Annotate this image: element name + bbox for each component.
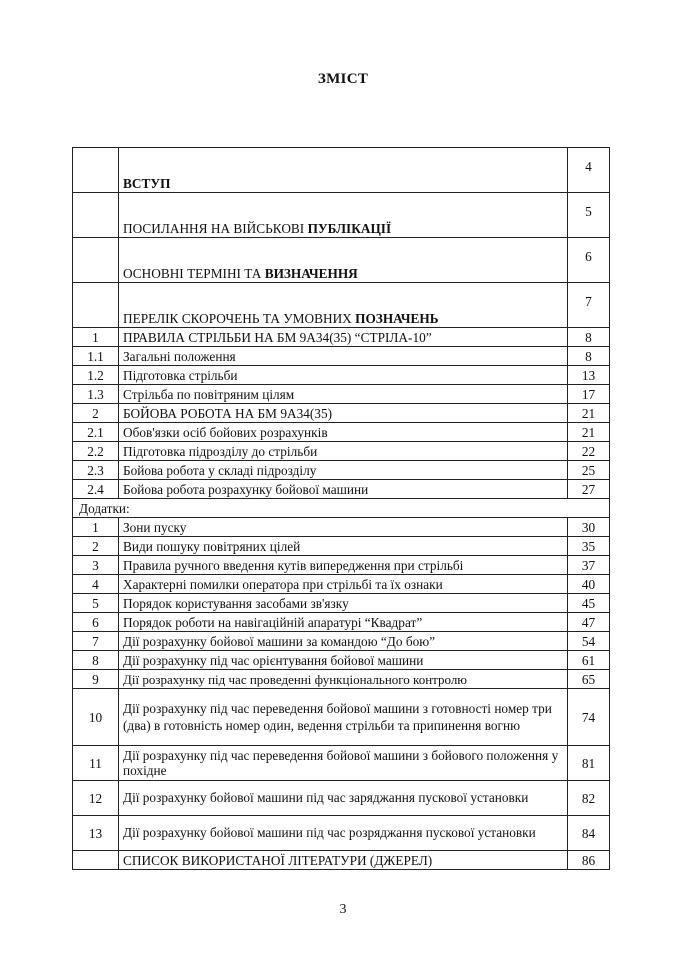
toc-entry-title [119,238,568,283]
toc-row-appendix [73,594,610,613]
toc-num-cell [73,283,119,328]
toc-num: 1.1 [73,347,119,366]
toc-page: 81 [568,746,610,781]
toc-page: 54 [568,632,610,651]
toc-row-section [73,461,610,480]
toc-entry-text: ОСНОВНІ ТЕРМІНІ ТА [123,266,265,281]
toc-page: 22 [568,442,610,461]
toc-page: 21 [568,404,610,423]
toc-row-intro [73,238,610,283]
toc-num-cell [73,851,119,870]
toc-num: 2.3 [73,461,119,480]
toc-num: 2.1 [73,423,119,442]
toc-entry-title: Зони пуску [119,518,568,537]
toc-num: 5 [73,594,119,613]
toc-entry-title: Бойова робота у складі підрозділу [119,461,568,480]
toc-entry-bold-text: ПОЗНАЧЕНЬ [355,311,439,326]
toc-num: 1 [73,328,119,347]
toc-row-appendix [73,670,610,689]
page-title: ЗМІСТ [317,71,369,87]
toc-page: 7 [568,283,610,328]
toc-row-appendix [73,613,610,632]
toc-entry-title: Обов'язки осіб бойових розрахунків [119,423,568,442]
toc-num: 1.2 [73,366,119,385]
toc-entry-title: БОЙОВА РОБОТА НА БМ 9А34(35) [119,404,568,423]
toc-page: 6 [568,238,610,283]
toc-num-cell [73,148,119,193]
toc-num-cell [73,238,119,283]
table-of-contents [72,147,610,870]
toc-page: 17 [568,385,610,404]
toc-num: 11 [73,746,119,781]
toc-entry-title: Дії розрахунку бойової машини за командою “До бою” [119,632,568,651]
toc-page: 13 [568,366,610,385]
toc-num: 12 [73,781,119,816]
toc-row-appendix [73,575,610,594]
toc-entry-title: ПРАВИЛА СТРІЛЬБИ НА БМ 9А34(35) “СТРІЛА-10” [119,328,568,347]
toc-entry-text: ПОСИЛАННЯ НА ВІЙСЬКОВІ [123,221,308,236]
toc-entry-title: Дії розрахунку бойової машини під час розряджання пускової установки [119,816,568,851]
toc-entry-title: Порядок роботи на навігаційній апаратурі “Квадрат” [119,613,568,632]
toc-row-section [73,442,610,461]
toc-row-intro [73,283,610,328]
toc-num: 2.2 [73,442,119,461]
toc-entry-title: Дії розрахунку бойової машини під час заряджання пускової установки [119,781,568,816]
toc-row-section [73,423,610,442]
toc-num: 2.4 [73,480,119,499]
toc-entry-title: Загальні положення [119,347,568,366]
toc-row-section [73,366,610,385]
toc-page: 21 [568,423,610,442]
toc-page: 65 [568,670,610,689]
toc-row-appendix [73,651,610,670]
toc-page: 74 [568,689,610,746]
toc-entry-title: Характерні помилки оператора при стрільбі та їх ознаки [119,575,568,594]
toc-page: 25 [568,461,610,480]
toc-entry-title [119,148,568,193]
toc-row-appendix [73,816,610,851]
toc-entry-bold-text: ВСТУП [123,176,171,191]
toc-row-appendix [73,537,610,556]
toc-num: 3 [73,556,119,575]
toc-entry-bold-text: ПУБЛІКАЦІЇ [307,221,392,236]
toc-entry-title: Порядок користування засобами зв'язку [119,594,568,613]
toc-page: 4 [568,148,610,193]
toc-page: 61 [568,651,610,670]
toc-row-appendix [73,632,610,651]
toc-num: 8 [73,651,119,670]
toc-row-section [73,385,610,404]
toc-row-section [73,480,610,499]
toc-page: 47 [568,613,610,632]
toc-page: 27 [568,480,610,499]
toc-row-references [73,851,610,870]
toc-page: 40 [568,575,610,594]
toc-row-appendix [73,689,610,746]
toc-row-intro [73,148,610,193]
toc-num: 10 [73,689,119,746]
toc-row-appendix-header [73,499,610,518]
toc-num: 1.3 [73,385,119,404]
toc-row-section [73,347,610,366]
toc-page: 82 [568,781,610,816]
toc-entry-bold-text: ВИЗНАЧЕННЯ [264,266,358,281]
toc-entry-title [119,193,568,238]
toc-row-appendix [73,746,610,781]
toc-page: 86 [568,851,610,870]
toc-entry-title: Підготовка підрозділу до стрільби [119,442,568,461]
toc-num-cell [73,193,119,238]
appendix-label: Додатки: [73,499,610,518]
toc-num: 9 [73,670,119,689]
toc-page: 84 [568,816,610,851]
toc-entry-text: ПЕРЕЛІК СКОРОЧЕНЬ ТА УМОВНИХ [123,311,356,326]
toc-entry-title: Дії розрахунку під час орієнтування бойової машини [119,651,568,670]
toc-entry-title: Дії розрахунку під час переведення бойової машини з бойового положення у похідне [119,746,568,781]
toc-row-appendix [73,556,610,575]
toc-page: 5 [568,193,610,238]
toc-row-section [73,328,610,347]
toc-entry-title: Підготовка стрільби [119,366,568,385]
toc-page: 30 [568,518,610,537]
toc-row-section [73,404,610,423]
toc-num: 7 [73,632,119,651]
toc-entry-title: Бойова робота розрахунку бойової машини [119,480,568,499]
toc-entry-title: Види пошуку повітряних цілей [119,537,568,556]
toc-page: 8 [568,328,610,347]
toc-entry-title: Дії розрахунку під час переведення бойової машини з готовності номер три (два) в готовність номер один, ведення стрільби та припинення вогню [119,689,568,746]
toc-entry-title: Дії розрахунку під час проведенні функціонального контролю [119,670,568,689]
toc-entry-title: СПИСОК ВИКОРИСТАНОЇ ЛІТЕРАТУРИ (ДЖЕРЕЛ) [119,851,568,870]
toc-row-appendix [73,781,610,816]
toc-num: 1 [73,518,119,537]
toc-num: 2 [73,404,119,423]
toc-num: 13 [73,816,119,851]
toc-num: 2 [73,537,119,556]
toc-num: 4 [73,575,119,594]
page-number: 3 [339,902,347,917]
toc-entry-title: Стрільба по повітряним цілям [119,385,568,404]
toc-row-intro [73,193,610,238]
toc-num: 6 [73,613,119,632]
toc-page: 8 [568,347,610,366]
toc-entry-title [119,283,568,328]
toc-page: 45 [568,594,610,613]
toc-row-appendix [73,518,610,537]
toc-entry-title: Правила ручного введення кутів випередження при стрільбі [119,556,568,575]
toc-page: 37 [568,556,610,575]
toc-page: 35 [568,537,610,556]
